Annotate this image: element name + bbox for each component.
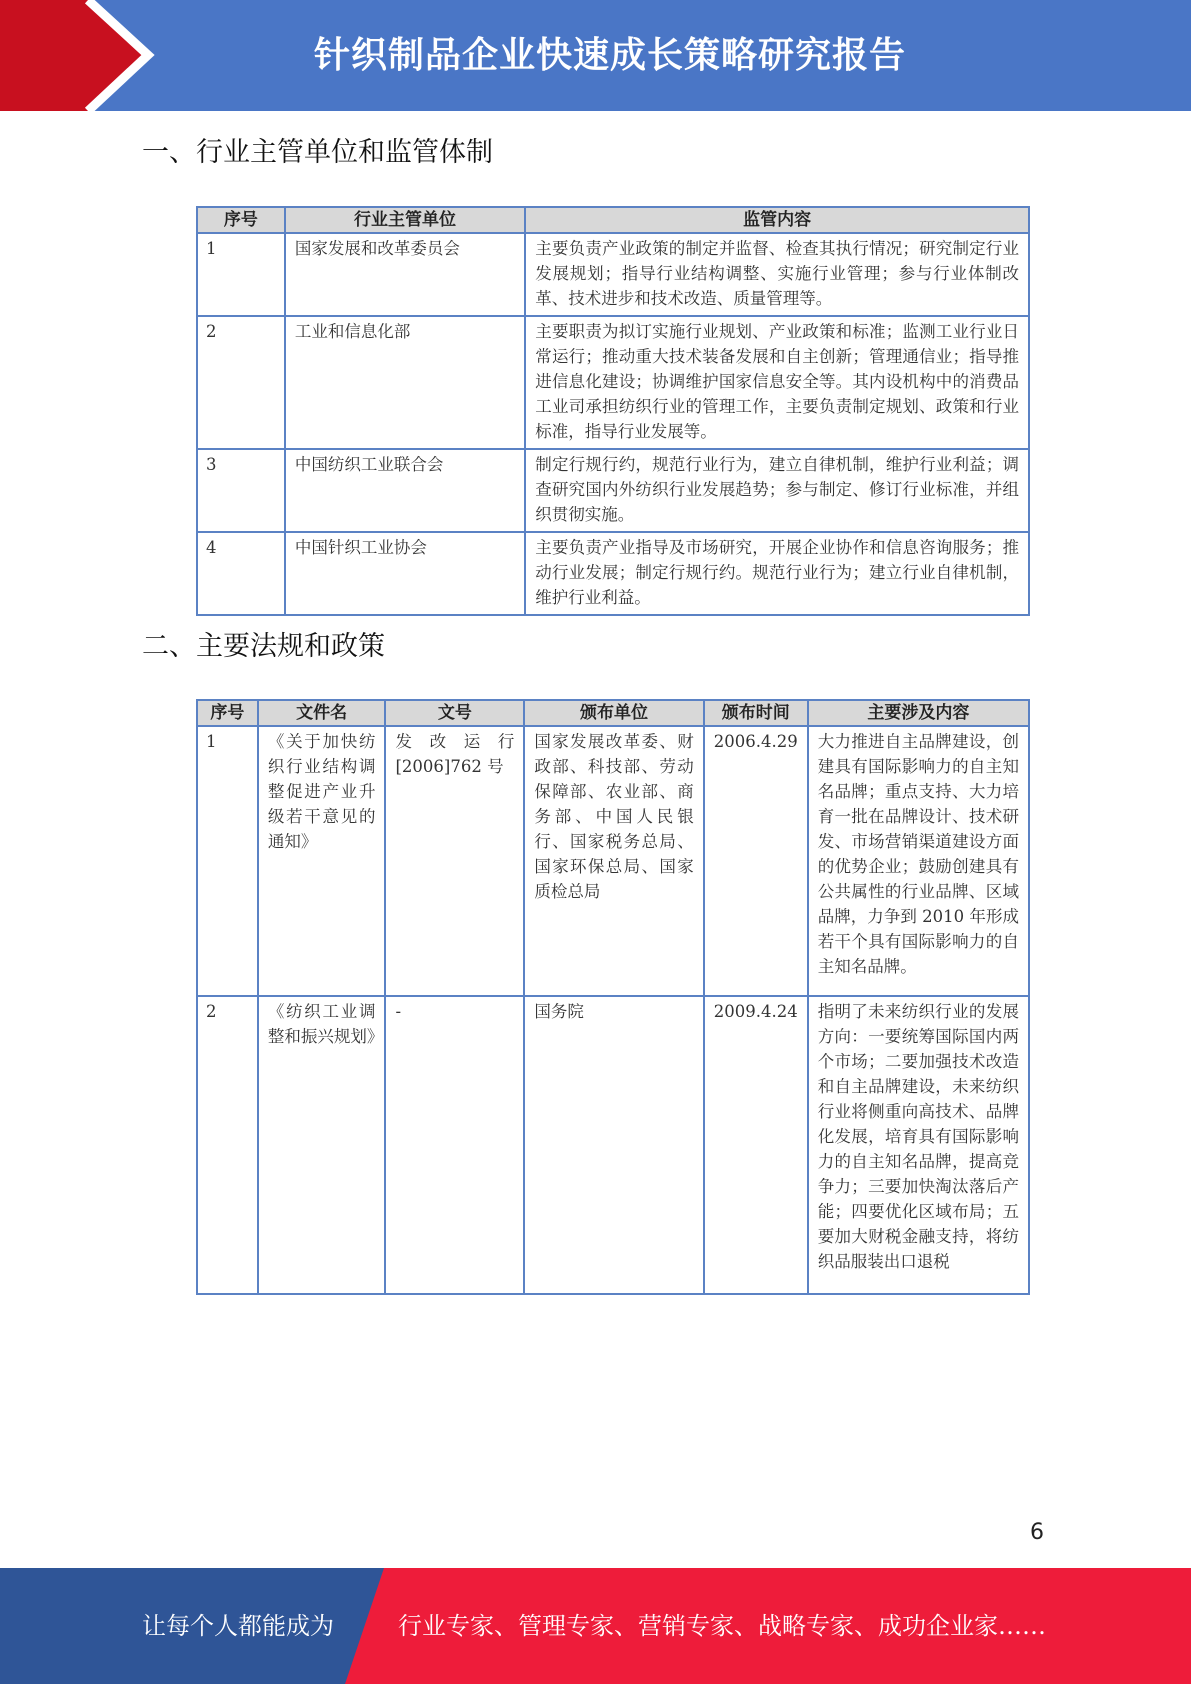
table-cell: 大力推进自主品牌建设，创建具有国际影响力的自主知名品牌；重点支持、大力培育一批在品牌设计、技术研发、市场营销渠道建设方面的优势企业；鼓励创建具有公共属性的行业品牌、区域品牌，力争到 2010 年形成若干个具有国际影响力的自主知名品牌。 <box>808 726 1029 996</box>
table-cell: 制定行规行约，规范行业行为，建立自律机制，维护行业利益；调查研究国内外纺织行业发展趋势；参与制定、修订行业标准，并组织贯彻实施。 <box>525 449 1029 532</box>
table-cell: 3 <box>197 449 285 532</box>
column-header: 序号 <box>197 700 258 726</box>
table-row <box>197 996 1029 1294</box>
column-header: 颁布单位 <box>524 700 703 726</box>
table-cell: 2 <box>197 316 285 449</box>
table-cell: 国家发展和改革委员会 <box>285 233 525 316</box>
table-row <box>197 233 1029 316</box>
table-cell: 主要职责为拟订实施行业规划、产业政策和标准；监测工业行业日常运行；推动重大技术装备发展和自主创新；管理通信业；指导推进信息化建设；协调维护国家信息安全等。其内设机构中的消费品工业司承担纺织行业的管理工作，主要负责制定规划、政策和行业标准，指导行业发展等。 <box>525 316 1029 449</box>
column-header: 序号 <box>197 207 285 233</box>
table-cell: - <box>385 996 524 1294</box>
table-header-row <box>197 207 1029 233</box>
table-row <box>197 532 1029 615</box>
table-cell: 工业和信息化部 <box>285 316 525 449</box>
table-cell: 国家发展改革委、财政部、科技部、劳动保障部、农业部、商务部、中国人民银行、国家税务总局、国家环保总局、国家质检总局 <box>524 726 703 996</box>
section-heading-regulators: 一、行业主管单位和监管体制 <box>142 137 493 168</box>
column-header: 监管内容 <box>525 207 1029 233</box>
table-cell: 国务院 <box>524 996 703 1294</box>
column-header: 主要涉及内容 <box>808 700 1029 726</box>
column-header: 文号 <box>385 700 524 726</box>
table-cell: 4 <box>197 532 285 615</box>
column-header: 行业主管单位 <box>285 207 525 233</box>
table-row <box>197 449 1029 532</box>
policies-table <box>196 699 1030 1295</box>
table-cell: 中国纺织工业联合会 <box>285 449 525 532</box>
table-cell: 《关于加快纺织行业结构调整促进产业升级若干意见的通知》 <box>258 726 386 996</box>
footer-banner <box>0 1568 1191 1684</box>
table-cell: 主要负责产业政策的制定并监督、检查其执行情况；研究制定行业发展规划；指导行业结构调整、实施行业管理；参与行业体制改革、技术进步和技术改造、质量管理等。 <box>525 233 1029 316</box>
table-row <box>197 316 1029 449</box>
table-cell: 1 <box>197 233 285 316</box>
table-cell: 发改运行[2006]762 号 <box>385 726 524 996</box>
page-number: 6 <box>1030 1520 1044 1545</box>
table-cell: 2006.4.29 <box>704 726 808 996</box>
table-cell: 中国针织工业协会 <box>285 532 525 615</box>
footer-slogan-left: 让每个人都能成为 <box>142 1612 334 1640</box>
table-cell: 2 <box>197 996 258 1294</box>
table-cell: 《纺织工业调整和振兴规划》 <box>258 996 386 1294</box>
footer-slogan-right: 行业专家、管理专家、营销专家、战略专家、成功企业家…… <box>398 1612 1046 1640</box>
regulators-table <box>196 206 1030 616</box>
column-header: 颁布时间 <box>704 700 808 726</box>
table-cell: 主要负责产业指导及市场研究，开展企业协作和信息咨询服务；推动行业发展；制定行规行约。规范行业行为；建立行业自律机制，维护行业利益。 <box>525 532 1029 615</box>
report-title: 针织制品企业快速成长策略研究报告 <box>313 35 906 76</box>
table-cell: 指明了未来纺织行业的发展方向：一要统筹国际国内两个市场；二要加强技术改造和自主品牌建设，未来纺织行业将侧重向高技术、品牌化发展，培育具有国际影响力的自主知名品牌，提高竞争力；三要加快淘汰落后产能；四要优化区域布局；五要加大财税金融支持，将纺织品服装出口退税 <box>808 996 1029 1294</box>
table-header-row <box>197 700 1029 726</box>
table-cell: 1 <box>197 726 258 996</box>
header-banner <box>0 0 1191 111</box>
table-row <box>197 726 1029 996</box>
column-header: 文件名 <box>258 700 386 726</box>
table-cell: 2009.4.24 <box>704 996 808 1294</box>
section-heading-policies: 二、主要法规和政策 <box>142 631 385 662</box>
